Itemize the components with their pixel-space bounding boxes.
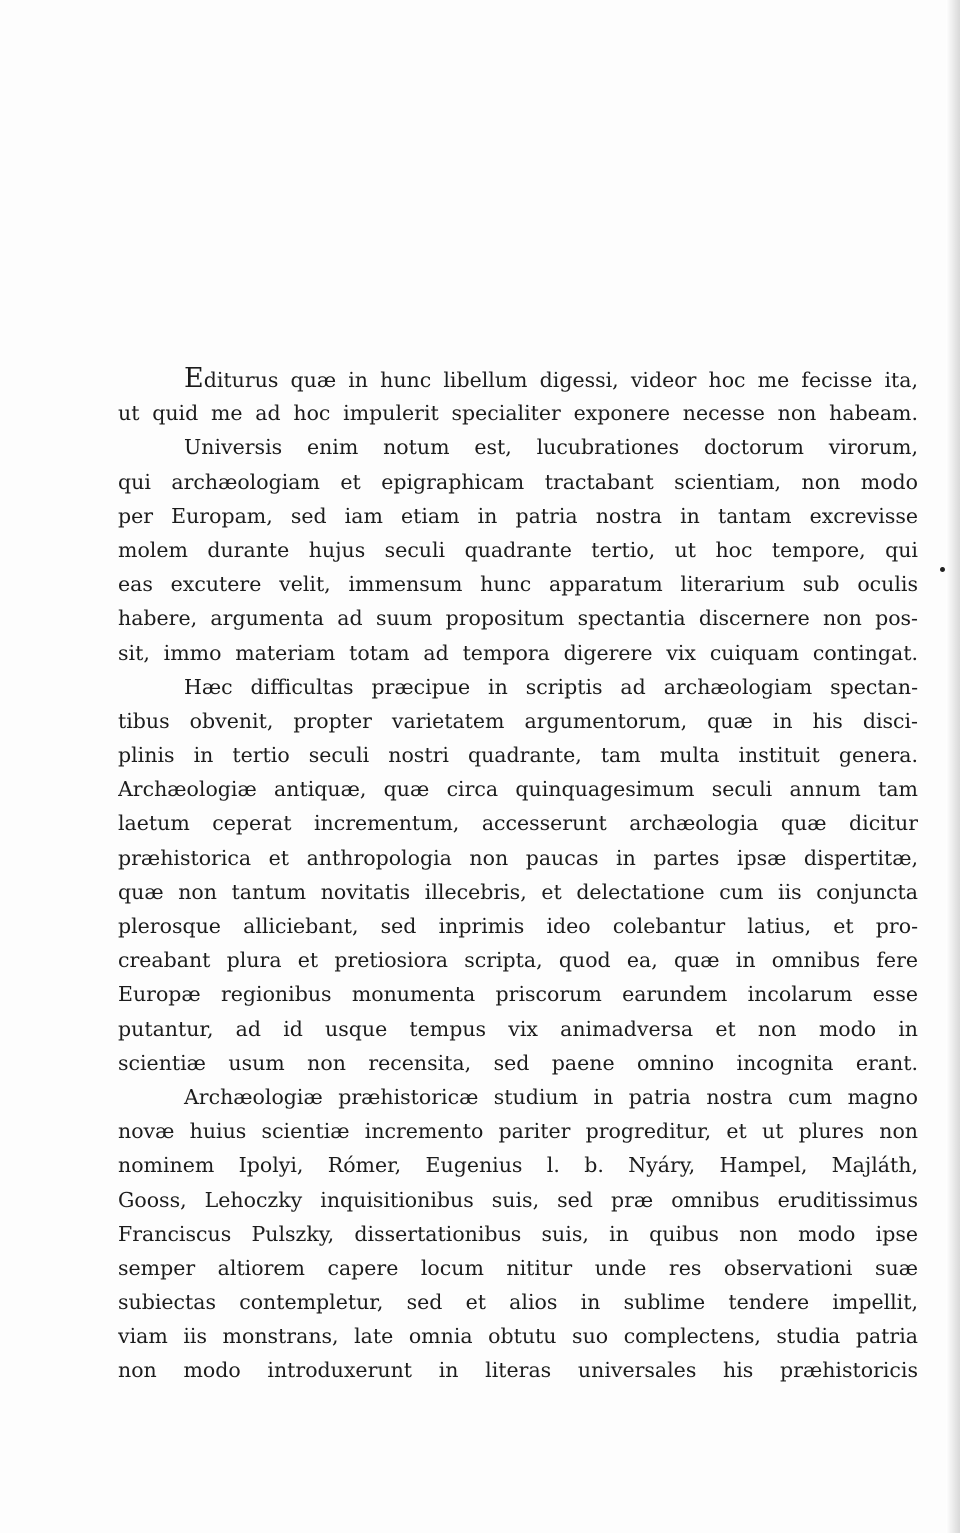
text-line: non modo introduxerunt in literas universales his præhistoricis	[118, 1358, 918, 1383]
text-line: qui archæologiam et epigraphicam tractabant scientiam, non modo	[118, 469, 918, 494]
page-edge-shadow	[946, 0, 960, 1533]
text-line: novæ huius scientiæ incremento pariter progreditur, et ut plures non	[118, 1119, 918, 1144]
text-line: Gooss, Lehoczky inquisitionibus suis, sed præ omnibus eruditissimus	[118, 1187, 918, 1212]
text-line: eas excutere velit, immensum hunc apparatum literarium sub oculis	[118, 572, 918, 597]
text-line: Hæc difficultas præcipue in scriptis ad archæologiam spectan-	[184, 674, 918, 699]
text-line: ut quid me ad hoc impulerit specialiter exponere necesse non habeam.	[118, 401, 918, 426]
text-line: præhistorica et anthropologia non paucas in partes ipsæ dispertitæ,	[118, 845, 918, 870]
text-line: creabant plura et pretiosiora scripta, quod ea, quæ in omnibus fere	[118, 948, 918, 973]
text-line: laetum ceperat incrementum, accesserunt archæologia quæ dicitur	[118, 811, 918, 836]
text-line: Franciscus Pulszky, dissertationibus suis, in quibus non modo ipse	[118, 1221, 918, 1246]
text-line: Europæ regionibus monumenta priscorum earundem incolarum esse	[118, 982, 918, 1007]
text-line: plerosque alliciebant, sed inprimis ideo colebantur latius, et pro-	[118, 914, 918, 938]
text-line: per Europam, sed iam etiam in patria nostra in tantam excrevisse	[118, 503, 918, 528]
paragraph-2	[118, 1080, 918, 1388]
text-line: putantur, ad id usque tempus vix animadversa et non modo in	[118, 1016, 918, 1041]
text-line: Universis enim notum est, lucubrationes doctorum virorum,	[184, 435, 918, 460]
paragraph-1	[118, 362, 918, 1080]
text-line: semper altiorem capere locum nititur unde res observationi suæ	[118, 1255, 918, 1280]
text-line: Archæologiæ præhistoricæ studium in patria nostra cum magno	[184, 1084, 918, 1109]
text-line: quæ non tantum novitatis illecebris, et delectatione cum iis conjuncta	[118, 879, 918, 904]
text-line: scientiæ usum non recensita, sed paene omnino incognita erant.	[118, 1050, 918, 1075]
text-line: Archæologiæ antiquæ, quæ circa quinquagesimum seculi annum tam	[118, 777, 918, 802]
drop-initial: E	[184, 363, 204, 394]
text-line: viam iis monstrans, late omnia obtutu suo complectens, studia patria	[118, 1324, 918, 1349]
text-line: subiectas contempletur, sed et alios in sublime tendere impellit,	[118, 1290, 918, 1315]
text-line: tibus obvenit, propter varietatem argumentorum, quæ in his disci-	[118, 708, 918, 733]
text-line: sit, immo materiam totam ad tempora digerere vix cuiquam contingat.	[118, 640, 918, 665]
text-line: plinis in tertio seculi nostri quadrante, tam multa instituit genera.	[118, 743, 918, 768]
text-line: nominem Ipolyi, Rómer, Eugenius l. b. Nyáry, Hampel, Majláth,	[118, 1153, 918, 1178]
text-line: habere, argumenta ad suum propositum spectantia discernere non pos-	[118, 606, 918, 631]
ink-speck	[940, 567, 945, 572]
text-line: Editurus quæ in hunc libellum digessi, videor hoc me fecisse ita,	[184, 363, 918, 394]
body-text	[118, 362, 918, 1388]
text-line: molem durante hujus seculi quadrante tertio, ut hoc tempore, qui	[118, 537, 918, 562]
